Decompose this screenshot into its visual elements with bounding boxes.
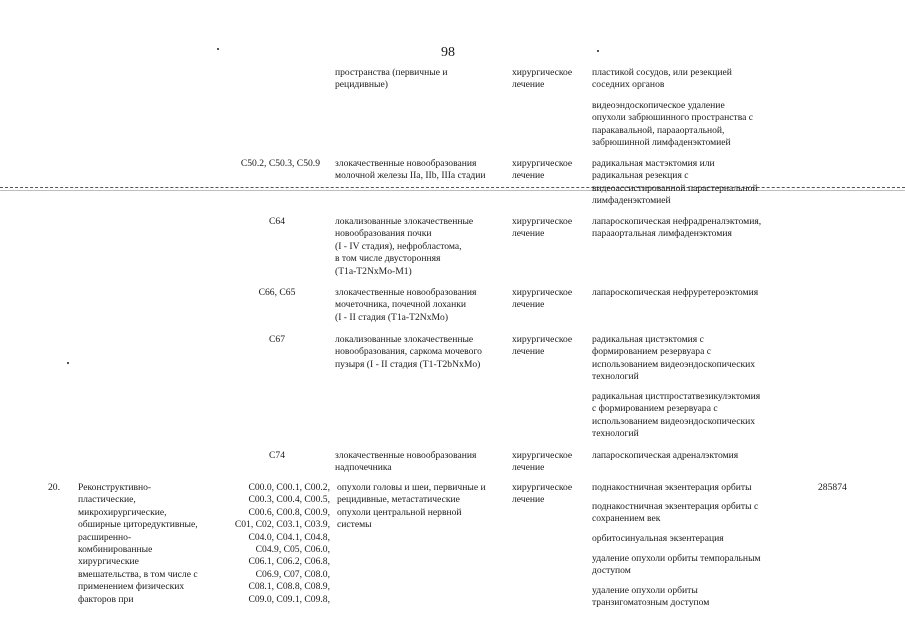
scan-speck [217, 48, 219, 50]
icd-codes-cell: C66, C65 [258, 287, 296, 298]
icd-codes-cell: C67 [269, 334, 285, 345]
method-cell: радикальная цистэктомия с формированием резервуара с использованием видеоэндоскопических технологий [592, 334, 756, 383]
diagnosis-cell: пространства (первичные и рецидивные) [335, 67, 448, 91]
diagnosis-cell: опухоли головы и шеи, первичные и рецидивные, метастатические опухоли центральной нервной системы [337, 482, 486, 531]
diagnosis-cell: злокачественные новообразования мочеточника, почечной лоханки (I - II стадия (T1a-T2NxMo) [335, 287, 477, 323]
scan-speck [597, 50, 599, 52]
group-name-cell: Реконструктивно- пластические, микрохирургические, обширные циторедуктивные, расширенно- комбинированные хирургические вмешательства, в том числе с применением физических факторов при [78, 482, 198, 605]
scan-artifact-line [0, 190, 905, 191]
method-cell: лапароскопическая адреналэктомия [592, 450, 739, 461]
treatment-cell: хирургическое лечение [512, 287, 573, 311]
diagnosis-cell: локализованные злокачественные новообразования почки (I - IV стадия), нефробластома, в том числе двусторонняя (T1a-T2NxMo-M1) [335, 216, 474, 277]
cost-cell: 285874 [818, 482, 847, 493]
method-cell: удаление опухоли орбиты транзигоматозным доступом [592, 585, 710, 609]
page-number: 98 [441, 45, 455, 60]
method-cell: видеоэндоскопическое удаление опухоли забрюшинного пространства с паракавальной, парааортальной, забрюшинной лимфаденэктомией [592, 100, 754, 149]
row-number: 20. [48, 482, 60, 493]
treatment-cell: хирургическое лечение [512, 216, 573, 240]
icd-codes-cell: C74 [269, 450, 285, 461]
method-cell: орбитосинуальная экзентерация [592, 533, 724, 544]
icd-codes-cell: C50.2, C50.3, C50.9 [240, 158, 320, 169]
method-cell: удаление опухоли орбиты темпоральным доступом [592, 553, 761, 577]
icd-codes-cell: C64 [269, 216, 285, 227]
method-cell: лапароскопическая нефруретероэктомия [592, 287, 759, 298]
method-cell: пластикой сосудов, или резекцией соседних органов [592, 67, 732, 91]
scan-artifact-line [0, 187, 905, 188]
method-cell: лапароскопическая нефрадреналэктомия, парааортальная лимфаденэктомия [592, 216, 762, 240]
treatment-cell: хирургическое лечение [512, 482, 573, 506]
scan-speck [67, 362, 69, 364]
method-cell: радикальная мастэктомия или радикальная резекция с видеоассистированной парастернальной лимфаденэктомией [592, 158, 758, 207]
treatment-cell: хирургическое лечение [512, 450, 573, 474]
treatment-cell: хирургическое лечение [512, 334, 573, 358]
diagnosis-cell: злокачественные новообразования молочной железы IIa, IIb, IIIa стадии [335, 158, 486, 182]
treatment-cell: хирургическое лечение [512, 158, 573, 182]
method-cell: поднакостничная экзентерация орбиты [592, 482, 752, 493]
icd-codes-cell: C00.0, C00.1, C00.2, C00.3, C00.4, C00.5, C00.6, C00.8, C00.9, C01, C02, C03.1, C03.9, C04.0, C04.1, C04.8, C04.9, C05, C06.0, C06.1, C06.2, C06.8, C06.9, C07, C08.0, C08.1, C08.8, C08.9, C09.0, C09.1, C09.8, [234, 482, 330, 605]
diagnosis-cell: злокачественные новообразования надпочечника [335, 450, 477, 474]
method-cell: поднакостничная экзентерация орбиты с сохранением век [592, 501, 759, 525]
diagnosis-cell: локализованные злокачественные новообразования, саркома мочевого пузыря (I - II стадия (T1-T2bNxMo) [335, 334, 482, 370]
treatment-cell: хирургическое лечение [512, 67, 573, 91]
method-cell: радикальная цистпростатвезикулэктомия с формированием резервуара с использованием видеоэндоскопических технологий [592, 391, 761, 440]
